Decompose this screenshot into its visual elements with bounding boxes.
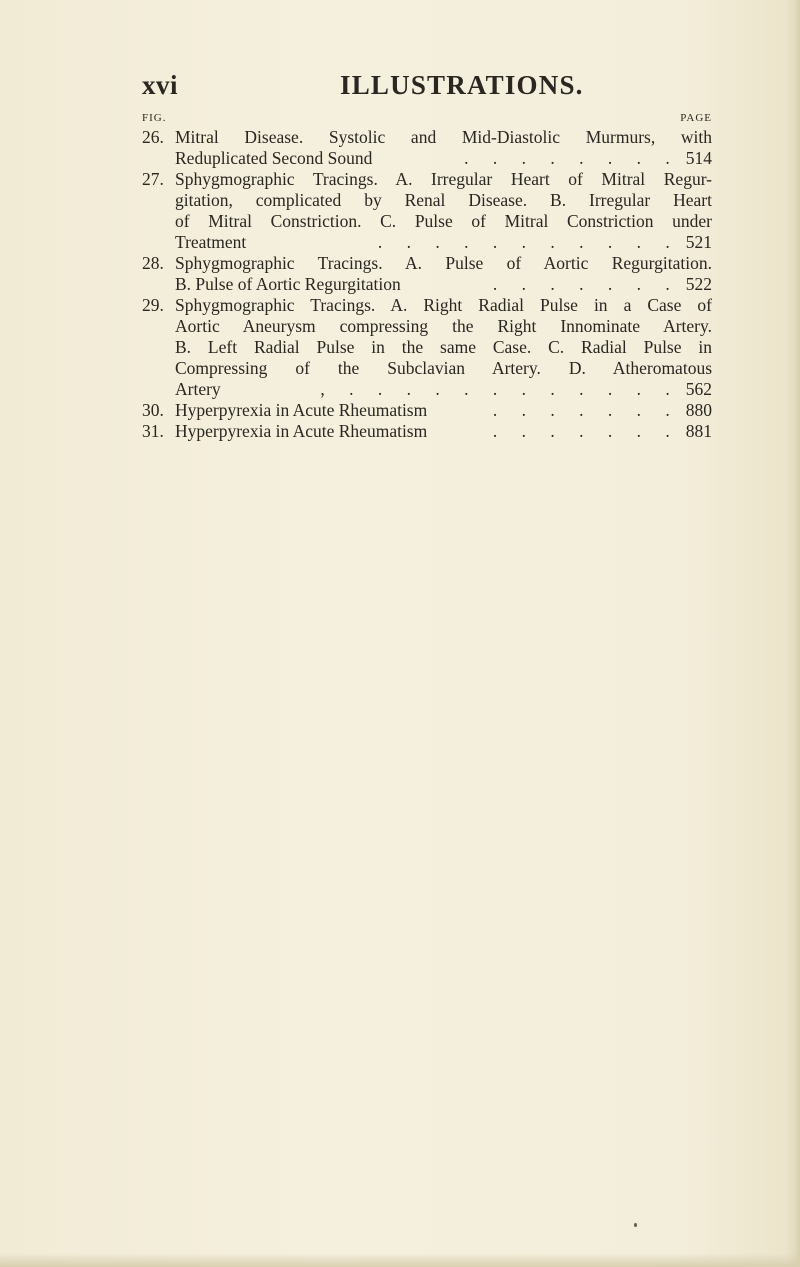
running-head: ILLUSTRATIONS. (340, 70, 584, 100)
figure-number: 30. (142, 400, 164, 420)
leader-dots: . . . . . . . (492, 400, 680, 420)
figure-number: 27. (142, 169, 164, 189)
list-item (142, 253, 712, 295)
entry-text-line: B. Left Radial Pulse in the same Case. C. Radial Pulse in (175, 337, 712, 357)
page-reference: 880 (685, 400, 712, 420)
page-bottom-edge (0, 1253, 800, 1267)
leader-dots: , . . . . . . . . . . . . (320, 379, 680, 399)
column-headings (142, 112, 712, 128)
entry-last-line (175, 421, 712, 442)
fig-column-heading: FIG. (142, 112, 167, 124)
page-reference: 514 (685, 148, 712, 168)
page-column-heading: PAGE (680, 112, 712, 124)
page-reference: 881 (685, 421, 712, 441)
page-number: xvi (142, 70, 179, 100)
entry-text-line: gitation, complicated by Renal Disease. B. Irregular Heart (175, 190, 712, 210)
leader-dots: . . . . . . . . . . . (377, 232, 680, 252)
entry-text-line: of Mitral Constriction. C. Pulse of Mitral Constriction under (175, 211, 712, 231)
entry-last-line (175, 274, 712, 295)
entry-title-end: Hyperpyrexia in Acute Rheumatism (175, 400, 428, 420)
entry-title-end: Hyperpyrexia in Acute Rheumatism (175, 421, 428, 441)
figure-number: 28. (142, 253, 164, 273)
figure-number: 26. (142, 127, 164, 147)
entry-text-line: Sphygmographic Tracings. A. Right Radial Pulse in a Case of (175, 295, 712, 315)
ink-speck (634, 1223, 637, 1227)
entry-title-end: Reduplicated Second Sound (175, 148, 373, 168)
leader-dots: . . . . . . . (492, 274, 680, 294)
entry-last-line (175, 232, 712, 253)
figure-number: 29. (142, 295, 164, 315)
page-edge-shadow (786, 0, 800, 1267)
entry-last-line (175, 148, 712, 169)
page-header (142, 66, 712, 106)
entry-text-line: Sphygmographic Tracings. A. Irregular Heart of Mitral Regur- (175, 169, 712, 189)
entry-text-line: Sphygmographic Tracings. A. Pulse of Aortic Regurgitation. (175, 253, 712, 273)
entry-last-line (175, 379, 712, 400)
entry-text-line: Aortic Aneurysm compressing the Right Innominate Artery. (175, 316, 712, 336)
list-item (142, 400, 712, 421)
entry-last-line (175, 400, 712, 421)
page-reference: 562 (685, 379, 712, 399)
entry-text-line: Compressing of the Subclavian Artery. D. Atheromatous (175, 358, 712, 378)
entry-text-line: Mitral Disease. Systolic and Mid-Diastolic Murmurs, with (175, 127, 712, 147)
entry-title-end: B. Pulse of Aortic Regurgitation (175, 274, 401, 294)
leader-dots: . . . . . . . (492, 421, 680, 441)
list-item (142, 127, 712, 169)
list-item (142, 421, 712, 442)
list-item (142, 169, 712, 253)
entry-title-end: Treatment (175, 232, 247, 252)
entry-title-end: Artery (175, 379, 221, 399)
page-reference: 521 (685, 232, 712, 252)
figure-number: 31. (142, 421, 164, 441)
illustrations-list (142, 127, 712, 442)
list-item (142, 295, 712, 400)
leader-dots: . . . . . . . . (464, 148, 680, 168)
page-reference: 522 (685, 274, 712, 294)
